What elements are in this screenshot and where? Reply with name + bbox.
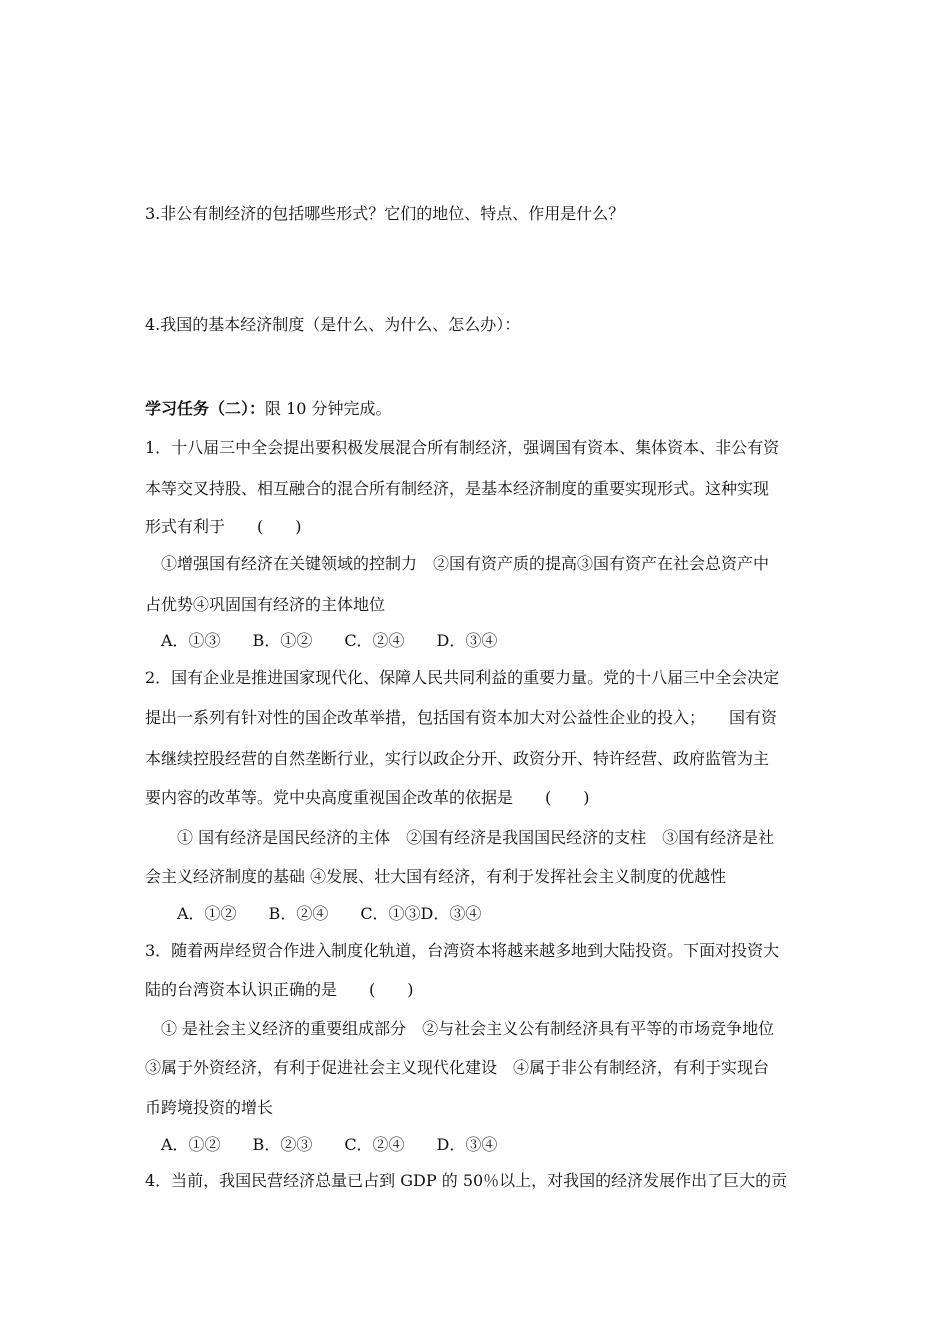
item-2-choices: A．①② B．②④ C．①③D．③④: [145, 904, 482, 923]
item-3-line-2: 陆的台湾资本认识正确的是 ( ): [145, 980, 414, 999]
item-4-line-1: 4．当前，我国民营经济总量已占到 GDP 的 50％以上，对我国的经济发展作出了巨大的贡: [145, 1171, 788, 1190]
item-2-option-line-2: 会主义经济制度的基础 ④发展、壮大国有经济，有利于发挥社会主义制度的优越性: [145, 867, 727, 886]
item-1-line-2: 本等交叉持股、相互融合的混合所有制经济，是基本经济制度的重要实现形式。这种实现: [145, 479, 770, 498]
item-1-line-1: 1．十八届三中全会提出要积极发展混合所有制经济，强调国有资本、集体资本、非公有资: [145, 438, 780, 457]
question-4-text: 4.我国的基本经济制度（是什么、为什么、怎么办）：: [145, 315, 521, 334]
item-3-option-line-1: ① 是社会主义经济的重要组成部分 ②与社会主义公有制经济具有平等的市场竞争地位: [145, 1019, 775, 1038]
item-1-option-line-2: 占优势④巩固国有经济的主体地位: [145, 595, 386, 614]
task-2-heading-line: [145, 399, 392, 419]
item-1-option-line-1: ①增强国有经济在关键领域的控制力 ②国有资产质的提高③国有资产在社会总资产中: [145, 554, 770, 573]
item-2-line-1: 2．国有企业是推进国家现代化、保障人民共同利益的重要力量。党的十八届三中全会决定: [145, 668, 780, 687]
item-2-line-3: 本继续控股经营的自然垄断行业，实行以政企分开、政资分开、特许经营、政府监管为主: [145, 749, 770, 768]
item-3-choices: A．①② B．②③ C．②④ D．③④: [145, 1135, 498, 1154]
task-2-time-note: 限 10 分钟完成。: [265, 399, 392, 418]
item-3-line-1: 3．随着两岸经贸合作进入制度化轨道，台湾资本将越来越多地到大陆投资。下面对投资大: [145, 941, 780, 960]
question-3-text: 3.非公有制经济的包括哪些形式？它们的地位、特点、作用是什么？: [145, 204, 625, 223]
task-2-heading: 学习任务（二）：: [145, 399, 266, 418]
item-2-option-line-1: ① 国有经济是国民经济的主体 ②国有经济是我国国民经济的支柱 ③国有经济是社: [145, 828, 775, 847]
item-2-line-4: 要内容的改革等。党中央高度重视国企改革的依据是 ( ): [145, 788, 590, 807]
item-2-line-2: 提出一系列有针对性的国企改革举措，包括国有资本加大对公益性企业的投入； 国有资: [145, 708, 778, 727]
item-3-option-line-3: 币跨境投资的增长: [145, 1098, 274, 1117]
item-1-choices: A．①③ B．①② C．②④ D．③④: [145, 631, 498, 650]
item-3-option-line-2: ③属于外资经济，有利于促进社会主义现代化建设 ④属于非公有制经济，有利于实现台: [145, 1058, 770, 1077]
item-1-line-3: 形式有利于 ( ): [145, 517, 302, 536]
